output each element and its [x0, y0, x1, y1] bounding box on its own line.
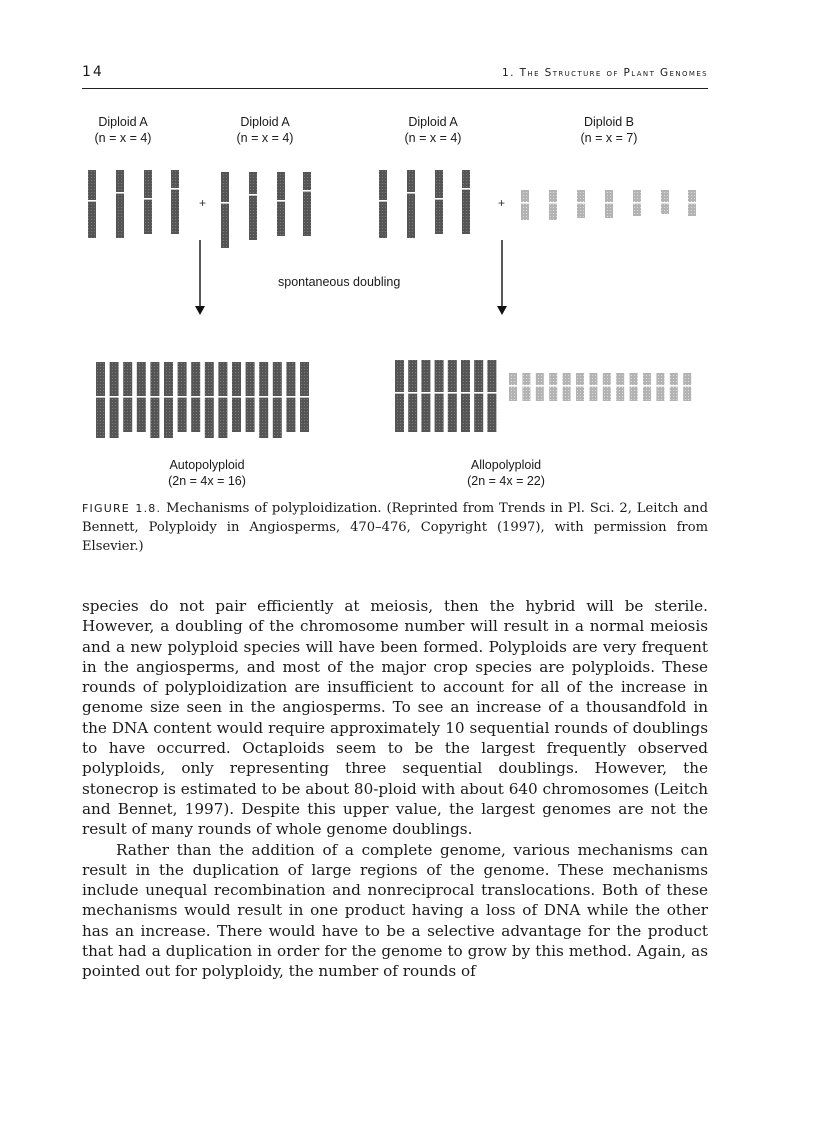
parent-formula: (n = x = 4) — [94, 131, 152, 145]
chromosome-a — [272, 362, 282, 438]
result-name: Autopolyploid — [169, 458, 245, 472]
chromosome-a — [245, 362, 255, 432]
page-number: 14 — [82, 64, 104, 80]
chromosome-a — [136, 362, 146, 432]
chromosome-b — [549, 373, 558, 401]
chromosome-a — [487, 360, 497, 432]
chromosome-a — [249, 172, 258, 240]
chromosome-a — [218, 362, 228, 438]
result-label-auto — [147, 457, 267, 489]
result-formula: (2n = 4x = 16) — [168, 474, 246, 488]
parent-name: Diploid A — [98, 115, 148, 129]
chapter-title: 1. The Structure of Plant Genomes — [502, 67, 708, 79]
arrow-left-head — [195, 306, 205, 315]
chromosome-a — [421, 360, 431, 432]
chromosome-a — [447, 360, 457, 432]
chromosome-a — [395, 360, 405, 432]
plus-sign: + — [498, 196, 506, 210]
chromosome-b — [509, 373, 518, 401]
chromosome-a — [171, 170, 180, 234]
chromosome-b — [643, 373, 652, 401]
running-head — [82, 62, 708, 89]
chromosome-a — [300, 362, 310, 432]
chromosome-b — [535, 373, 544, 401]
chromosome-a — [96, 362, 106, 438]
parent-name: Diploid B — [583, 115, 635, 129]
parent-name: Diploid A — [240, 115, 290, 129]
chromosome-a — [164, 362, 174, 438]
chromosome-a — [407, 170, 416, 238]
chromosome-a — [123, 362, 133, 432]
chromosome-b — [629, 373, 638, 401]
paragraph: species do not pair efficiently at meiosis, then the hybrid will be sterile. However, a doubling of the chromosome number will result in a normal meiosis and a new polyploid species will have been formed. Polyploids are very frequent in the angiosperms, and most of the major crop species are polyploids. These rounds of polyploidization are insufficient to account for all of the increase in genome size seen in the angiosperms. To see an increase of a thousandfold in the DNA content would require approximately 10 sequential rounds of doublings to have occurred. Octaploids seem to be the largest frequently observed polyploids, only representing three sequential doublings. However, the stonecrop is estimated to be about 80-ploid with about 640 chromosomes (Leitch and Bennet, 1997). Despite this upper value, the largest genomes are not the result of many rounds of whole genome doublings. — [82, 597, 708, 839]
chromosome-a — [191, 362, 201, 432]
parent-formula: (n = x = 4) — [236, 131, 294, 145]
polyploidization-figure — [82, 108, 708, 488]
caption-text: Mechanisms of polyploidization. (Reprinted from Trends in Pl. Sci. 2, Leitch and Bennett, Polyploidy in Angiosperms, 470–476, Copyright (1997), with permission from Elsevier.) — [82, 501, 708, 554]
chromosome-a — [259, 362, 269, 438]
chromosome-b — [633, 190, 642, 216]
chromosome-b — [576, 373, 585, 401]
chromosome-layer — [88, 170, 697, 438]
chromosome-a — [408, 360, 418, 432]
chromosome-a — [116, 170, 125, 238]
chromosome-b — [589, 373, 598, 401]
chromosome-a — [434, 360, 444, 432]
chromosome-a — [462, 170, 471, 234]
arrow-right-head — [497, 306, 507, 315]
chromosome-a — [232, 362, 242, 432]
chromosome-a — [474, 360, 484, 432]
chromosome-a — [277, 172, 286, 236]
chromosome-a — [177, 362, 187, 432]
chromosome-b — [602, 373, 611, 401]
chromosome-a — [303, 172, 312, 236]
result-name: Allopolyploid — [470, 458, 542, 472]
chromosome-a — [150, 362, 160, 438]
paragraph: Rather than the addition of a complete genome, various mechanisms can result in the duplication of large regions of the genome. These mechanisms include unequal recombination and nonreciprocal translocations. Both of these mechanisms would result in one product having a loss of DNA while the other has an increase. There would have to be a selective advantage for the product that had a duplication in order for the genome to grow by this method. Again, as pointed out for polyploidy, the number of rounds of — [82, 840, 708, 981]
chromosome-a — [88, 170, 97, 238]
chromosome-a — [461, 360, 471, 432]
chromosome-b — [605, 190, 614, 218]
chromosome-b — [669, 373, 678, 401]
chromosome-a — [379, 170, 388, 238]
chromosome-b — [562, 373, 571, 401]
chromosome-b — [577, 190, 586, 218]
chromosome-a — [286, 362, 296, 432]
chromosome-a — [144, 170, 153, 234]
chromosome-a — [435, 170, 444, 234]
parent-formula: (n = x = 4) — [404, 131, 462, 145]
chromosome-a — [221, 172, 230, 248]
chromosome-b — [616, 373, 625, 401]
chromosome-a — [109, 362, 119, 438]
chromosome-b — [522, 373, 531, 401]
body-text — [82, 596, 708, 982]
chromosome-b — [656, 373, 665, 401]
parent-name: Diploid A — [408, 115, 458, 129]
arrow-label: spontaneous doubling — [278, 275, 401, 289]
figure-number: FIGURE 1.8. — [82, 502, 162, 515]
result-formula: (2n = 4x = 22) — [467, 474, 545, 488]
plus-sign: + — [199, 196, 207, 210]
chromosome-b — [683, 373, 692, 401]
figure-caption — [82, 499, 708, 556]
result-label-allo — [446, 457, 566, 489]
chromosome-a — [204, 362, 214, 438]
parent-formula: (n = x = 7) — [580, 131, 638, 145]
chromosome-b — [521, 190, 530, 220]
chromosome-b — [661, 190, 670, 214]
chromosome-b — [688, 190, 697, 216]
chromosome-b — [549, 190, 558, 220]
